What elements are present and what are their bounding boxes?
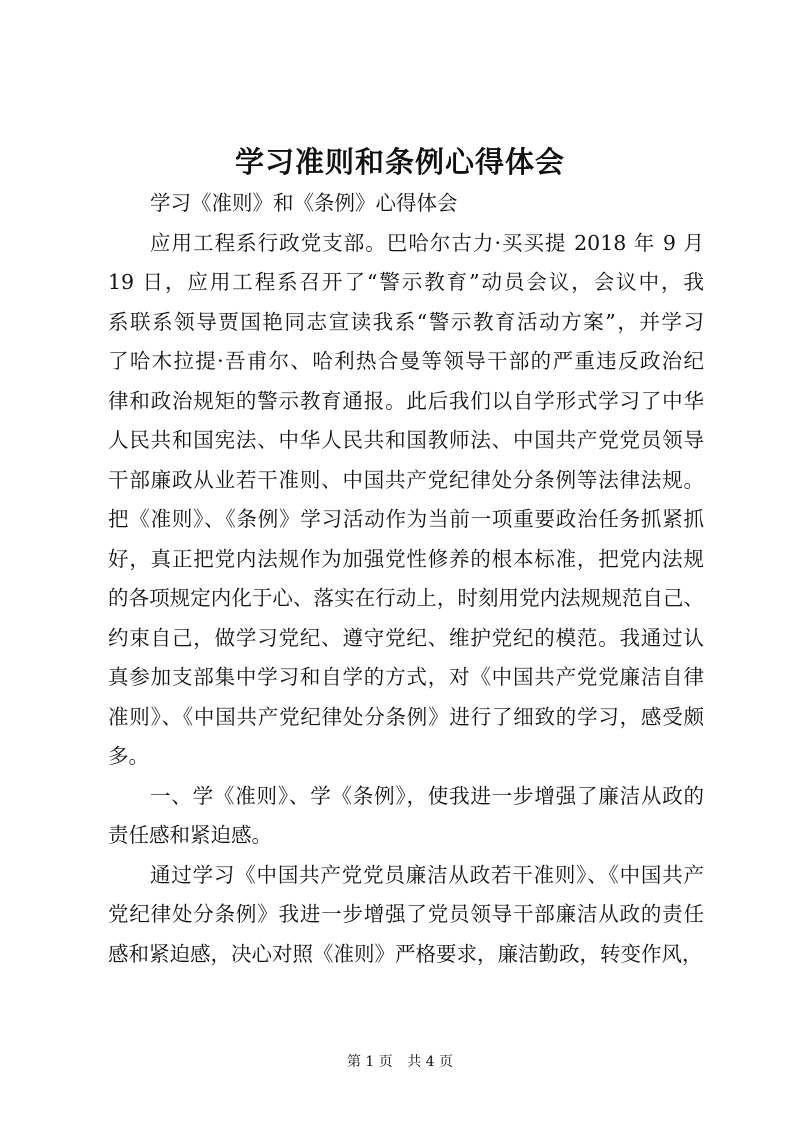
text-line: 约束自己，做学习党纪、遵守党纪、维护党纪的模范。我通过认 — [108, 625, 704, 650]
text-line: 应用工程系行政党支部。巴哈尔古力·买买提 2018 年 9 月 — [150, 230, 704, 255]
text-line: 学习《准则》和《条例》心得体会 — [150, 191, 458, 215]
text-line: 真参加支部集中学习和自学的方式，对《中国共产党党廉洁自律 — [108, 665, 704, 689]
text-line: 好，真正把党内法规作为加强党性修养的根本标准，把党内法规 — [108, 546, 704, 571]
paragraph — [108, 777, 704, 856]
document-title: 学习准则和条例心得体会 — [234, 145, 565, 179]
text-line: 19 日，应用工程系召开了“警示教育”动员会议，会议中，我 — [108, 270, 704, 294]
page-number: 第 1 页 — [346, 1054, 393, 1070]
text-line: 通过学习《中国共产党党员廉洁从政若干准则》、《中国共产 — [150, 862, 704, 887]
page-footer — [0, 1052, 800, 1072]
text-line: 一、学《准则》、学《条例》，使我进一步增强了廉洁从政的 — [150, 783, 704, 808]
paragraph — [108, 224, 704, 777]
text-line: 党纪律处分条例》我进一步增强了党员领导干部廉洁从政的责任 — [108, 902, 704, 926]
text-line: 责任感和紧迫感。 — [108, 823, 272, 847]
page-total: 共 4 页 — [407, 1054, 454, 1070]
text-line: 感和紧迫感，决心对照《准则》严格要求，廉洁勤政，转变作风， — [108, 941, 703, 966]
text-line: 律和政治规矩的警示教育通报。此后我们以自学形式学习了中华 — [108, 388, 704, 413]
paragraph — [108, 184, 704, 224]
text-line: 系联系领导贾国艳同志宣读我系“警示教育活动方案”，并学习 — [108, 309, 704, 334]
text-line: 多。 — [108, 744, 149, 768]
text-line: 的各项规定内化于心、落实在行动上，时刻用党内法规规范自己、 — [108, 586, 704, 610]
text-line: 了哈木拉提·吾甫尔、哈利热合曼等领导干部的严重违反政治纪 — [108, 349, 704, 373]
paragraph — [108, 856, 704, 975]
document-body — [108, 184, 704, 974]
text-line: 准则》、《中国共产党纪律处分条例》进行了细致的学习，感受颇 — [108, 704, 704, 729]
text-line: 人民共和国宪法、中华人民共和国教师法、中国共产党党员领导 — [108, 428, 704, 452]
text-line: 把《准则》、《条例》学习活动作为当前一项重要政治任务抓紧抓 — [108, 507, 704, 531]
text-line: 干部廉政从业若干准则、中国共产党纪律处分条例等法律法规。 — [108, 467, 704, 492]
